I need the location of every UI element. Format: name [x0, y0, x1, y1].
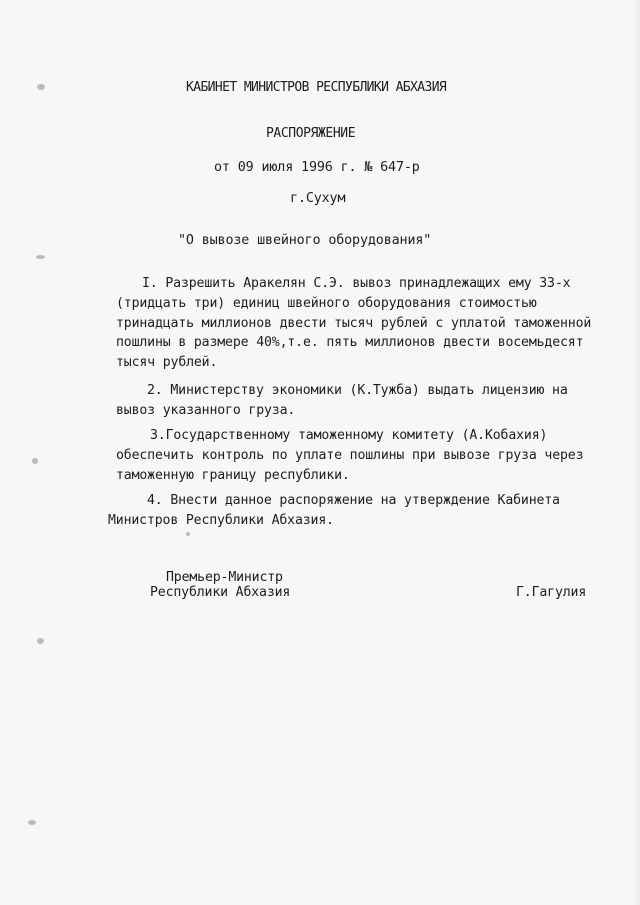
page-edge-shadow	[632, 0, 640, 905]
paragraph-1-line-5: тысяч рублей.	[116, 355, 218, 370]
paragraph-3-line-2: обеспечить контроль по уплате пошлины при вывозе груза через	[116, 448, 584, 463]
paragraph-1-line-2: (тридцать три) единиц швейного оборудования стоимостью	[116, 296, 537, 311]
paragraph-1-line-4: пошлины в размере 40%,т.е. пять миллионов двести восемьдесят	[116, 335, 584, 350]
document-place: г.Сухум	[290, 191, 346, 206]
punch-hole-mark	[37, 84, 45, 90]
paragraph-4-line-1: 4. Внести данное распоряжение на утверждение Кабинета	[147, 493, 560, 508]
punch-hole-mark	[36, 255, 45, 259]
paragraph-3-line-3: таможенную границу республики.	[116, 468, 350, 483]
signatory-name: Г.Гагулия	[516, 585, 587, 600]
signatory-title-line-2: Республики Абхазия	[150, 585, 291, 600]
paragraph-1-line-1: I. Разрешить Аракелян С.Э. вывоз принадлежащих ему 33-х	[142, 276, 571, 291]
paragraph-3-line-1: 3.Государственному таможенному комитету (А.Кобахия)	[150, 428, 548, 443]
punch-hole-mark	[28, 820, 36, 825]
document-subject: "О вывозе швейного оборудования"	[178, 233, 432, 248]
document-type: РАСПОРЯЖЕНИЕ	[266, 126, 356, 141]
signatory-title-line-1: Премьер-Министр	[166, 570, 283, 585]
document-date-line: от 09 июля 1996 г. № 647-р	[214, 160, 420, 175]
paragraph-2-line-1: 2. Министерству экономики (К.Тужба) выдать лицензию на	[147, 383, 568, 398]
paragraph-2-line-2: вывоз указанного груза.	[116, 403, 296, 418]
document-header: КАБИНЕТ МИНИСТРОВ РЕСПУБЛИКИ АБХАЗИЯ	[186, 80, 447, 95]
ink-speck	[186, 532, 190, 536]
punch-hole-mark	[32, 458, 38, 464]
paragraph-4-line-2: Министров Республики Абхазия.	[108, 513, 334, 528]
punch-hole-mark	[37, 638, 44, 644]
paragraph-1-line-3: тринадцать миллионов двести тысяч рублей с уплатой таможенной	[116, 316, 592, 331]
